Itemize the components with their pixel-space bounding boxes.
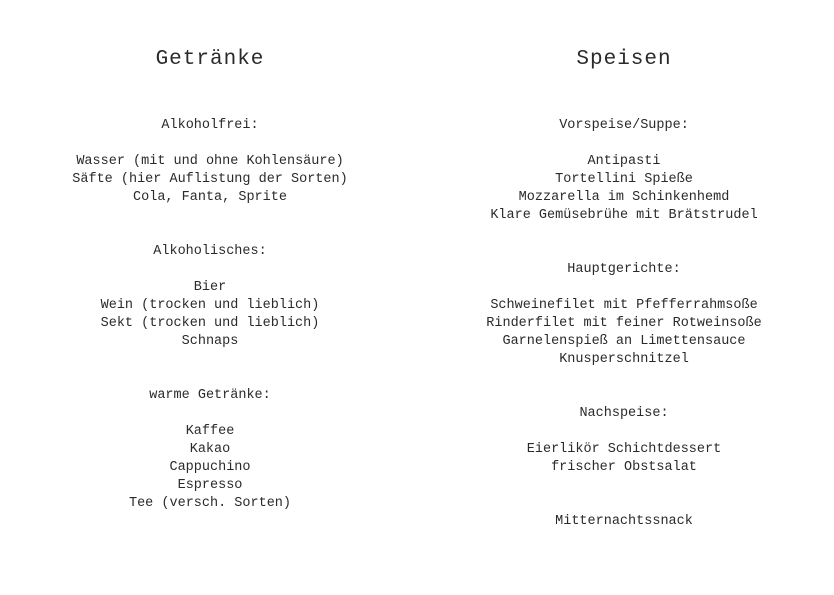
- list-item: Klare Gemüsebrühe mit Brätstrudel: [490, 208, 758, 223]
- list-item: Tortellini Spieße: [555, 172, 693, 187]
- list-item: Wein (trocken und lieblich): [100, 298, 320, 313]
- alcoholic-heading: Alkoholisches:: [153, 244, 267, 259]
- list-item: Schweinefilet mit Pfefferrahmsoße: [490, 298, 758, 313]
- list-item: Knusperschnitzel: [559, 352, 689, 367]
- list-item: Antipasti: [587, 154, 661, 169]
- list-item: Sekt (trocken und lieblich): [100, 316, 320, 331]
- list-item: Garnelenspieß an Limettensauce: [502, 334, 746, 349]
- midnight-snack-heading: Mitternachtssnack: [555, 514, 693, 529]
- dessert-heading: Nachspeise:: [579, 406, 669, 421]
- list-item: Schnaps: [181, 334, 239, 349]
- list-item: Bier: [193, 280, 227, 295]
- drinks-title: Getränke: [155, 48, 265, 71]
- list-item: Eierlikör Schichtdessert: [526, 442, 722, 457]
- list-item: Cola, Fanta, Sprite: [133, 190, 287, 205]
- list-item: Säfte (hier Auflistung der Sorten): [72, 172, 348, 187]
- list-item: Mozzarella im Schinkenhemd: [518, 190, 730, 205]
- starter-heading: Vorspeise/Suppe:: [559, 118, 689, 133]
- warm-drinks-heading: warme Getränke:: [149, 388, 271, 403]
- main-course-heading: Hauptgerichte:: [567, 262, 681, 277]
- list-item: Wasser (mit und ohne Kohlensäure): [76, 154, 344, 169]
- list-item: Cappuchino: [169, 460, 251, 475]
- list-item: Kaffee: [185, 424, 235, 439]
- alcohol-free-heading: Alkoholfrei:: [161, 118, 259, 133]
- list-item: Kakao: [189, 442, 231, 457]
- list-item: Tee (versch. Sorten): [128, 496, 292, 511]
- list-item: Espresso: [177, 478, 243, 493]
- food-title: Speisen: [576, 48, 672, 71]
- list-item: frischer Obstsalat: [551, 460, 697, 475]
- list-item: Rinderfilet mit feiner Rotweinsoße: [486, 316, 762, 331]
